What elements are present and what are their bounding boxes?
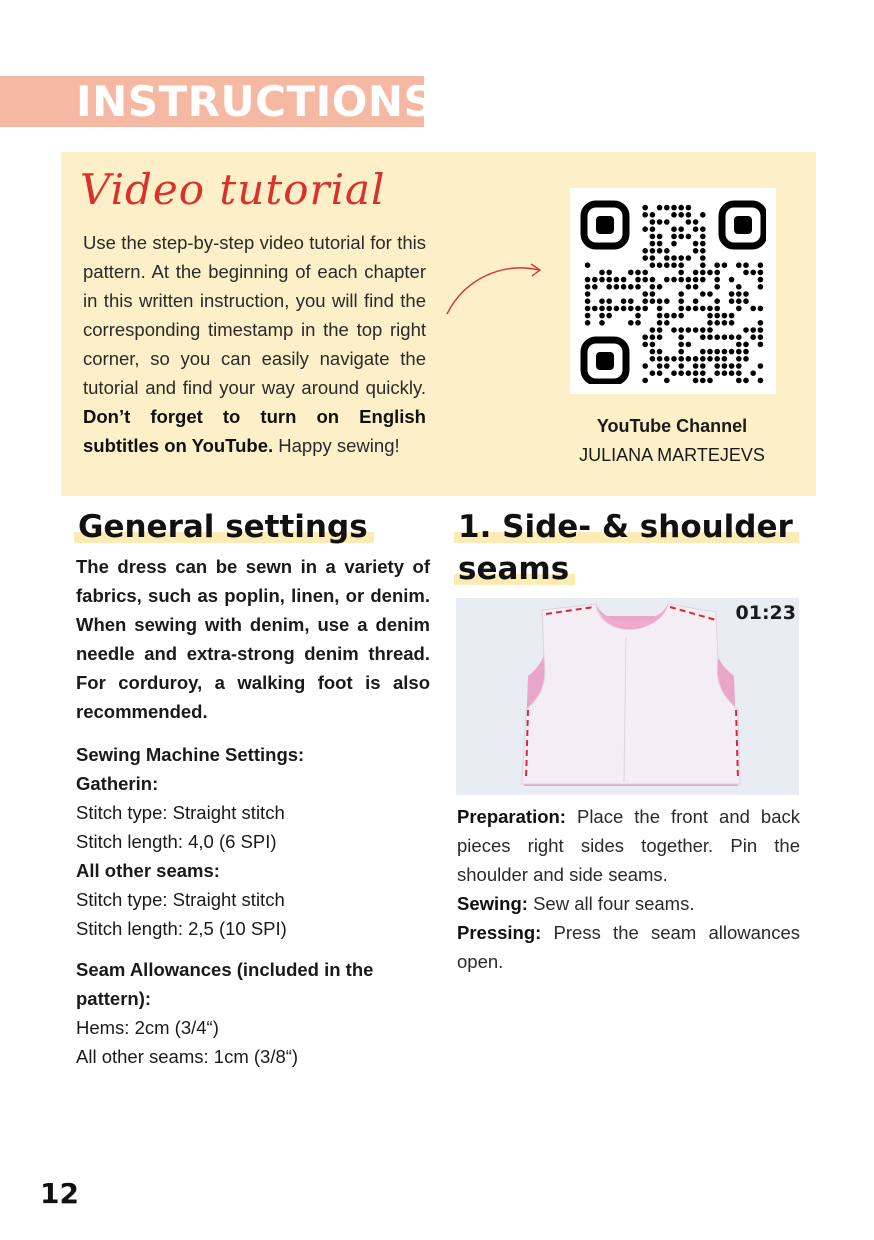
pressing-label: Pressing: [457, 922, 542, 943]
arrow-icon [443, 258, 549, 320]
youtube-channel-label: YouTube Channel [596, 416, 748, 436]
step1-heading-line2: seams [454, 548, 575, 590]
step1-instructions [457, 802, 800, 976]
preparation-text: Place the front and back pieces right sides together. Pin the shoulder and side seams. [457, 806, 800, 885]
qr-code[interactable] [570, 188, 776, 394]
other-seams-label: All other seams: [76, 860, 220, 881]
video-tutorial-text [83, 228, 426, 460]
general-settings-heading: General settings [74, 506, 374, 548]
hems-allowance: Hems: 2cm (3/4“) [76, 1017, 219, 1038]
machine-settings [76, 740, 430, 1071]
page-title: INSTRUCTIONS [76, 77, 435, 126]
page-number: 12 [40, 1177, 79, 1210]
sewing-text: Sew all four seams. [533, 893, 695, 914]
video-tutorial-title: Video tutorial [80, 165, 386, 214]
other-stitch-type: Stitch type: Straight stitch [76, 889, 285, 910]
other-stitch-length: Stitch length: 2,5 (10 SPI) [76, 918, 287, 939]
general-settings-lead: The dress can be sewn in a variety of fabrics, such as poplin, linen, or denim. When sewing with denim, use a denim needle and extra-strong denim thread. For corduroy, a walking foot is also recommended. [76, 556, 430, 722]
gathering-stitch-length: Stitch length: 4,0 (6 SPI) [76, 831, 277, 852]
sewing-label: Sewing: [457, 893, 528, 914]
qr-code-icon [580, 198, 766, 384]
gathering-label: Gatherin: [76, 773, 159, 794]
machine-settings-heading: Sewing Machine Settings: [76, 744, 305, 765]
closing-text: Happy sewing! [278, 435, 400, 456]
youtube-channel-name: JULIANA MARTEJEVS [579, 445, 765, 465]
gathering-stitch-type: Stitch type: Straight stitch [76, 802, 285, 823]
other-seams-allowance: All other seams: 1cm (3/8“) [76, 1046, 299, 1067]
subtitle-note: Don’t forget to turn on English subtitles on YouTube. [83, 406, 426, 456]
step1-heading-line1: 1. Side- & shoulder [454, 506, 799, 548]
preparation-label: Preparation: [457, 806, 566, 827]
video-tutorial-body: Use the step-by-step video tutorial for this pattern. At the beginning of each chapter in this written instruction, you will find the corresponding timestamp in the top right corner, so you can easily navigate the tutorial and find your way around quickly. [83, 232, 426, 398]
video-timestamp: 01:23 [735, 602, 796, 624]
pressing-text: Press the seam allowances open. [457, 922, 800, 972]
bodice-photo [456, 598, 799, 795]
seam-allowance-heading: Seam Allowances (included in the pattern): [76, 959, 374, 1009]
